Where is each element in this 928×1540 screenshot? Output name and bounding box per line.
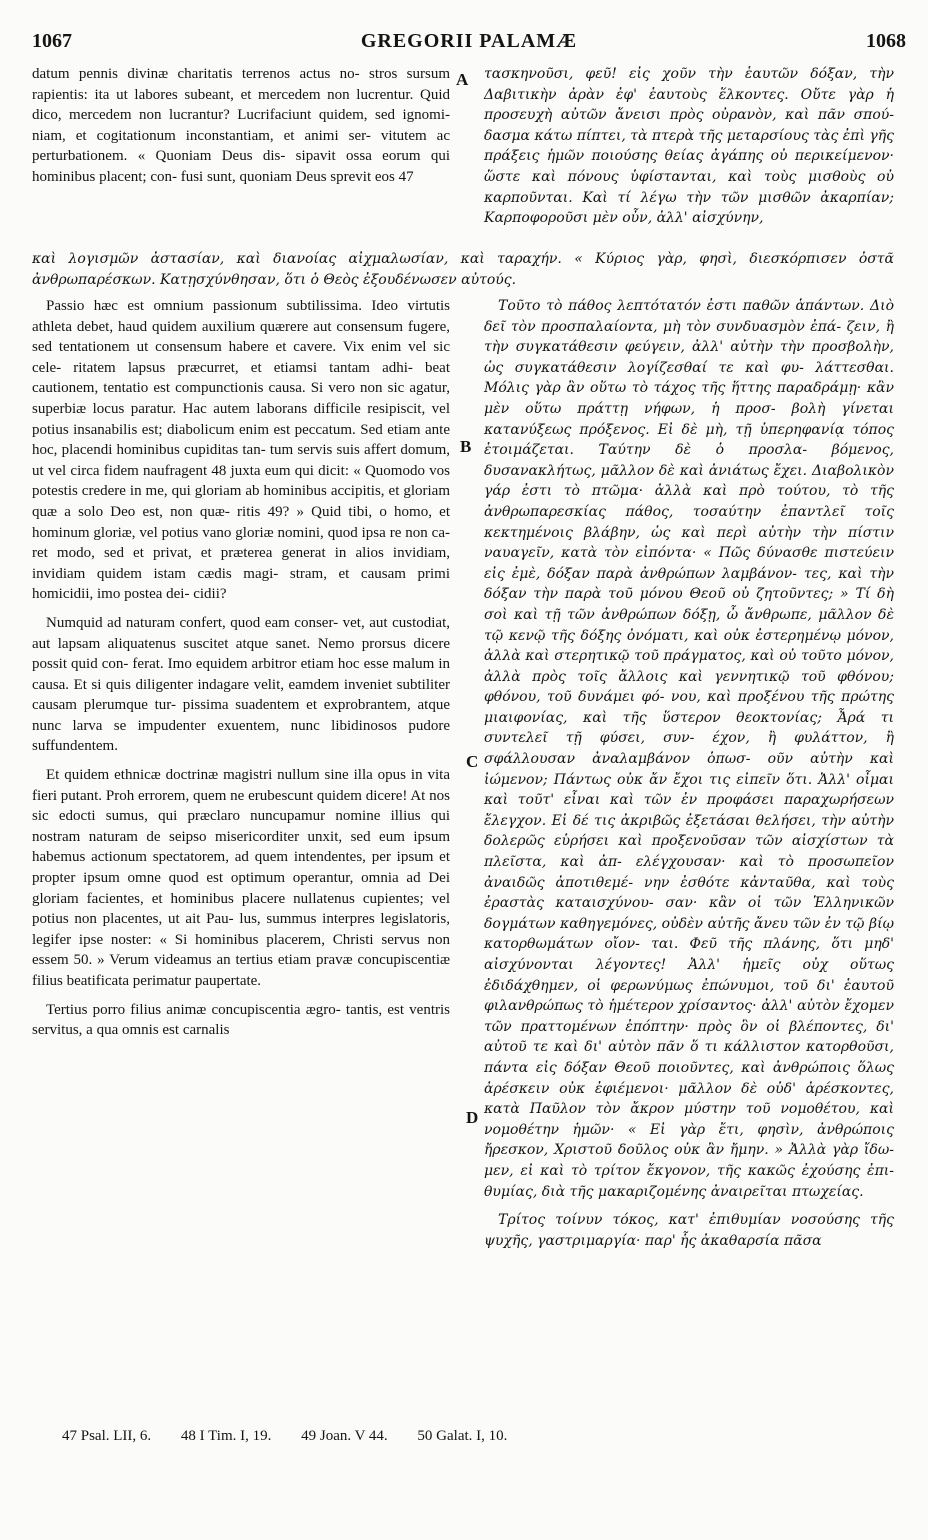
page-number-left: 1067 xyxy=(32,30,72,52)
footnote: 50 Galat. I, 10. xyxy=(417,1428,508,1444)
greek-paragraph: Τοῦτο τὸ πάθος λεπτότατόν ἐστι παθῶν ἁπάντων. Διὸ δεῖ τὸν προσπαλαίοντα, μὴ τὸν συνδυασμὸν ἐπά- ζειν, ἢ τὴν συγκατάθεσιν φεύγειν, ἀλλ' αὐτὴν τὴν προσβολὴν, ὡς συγκατάθεσιν λογίζεσθαί τε καὶ φυ- λάττεσθαι. Μόλις γὰρ ἂν οὕτω τὸ τάχος τῆς ἥττης παραδράμῃ· κἂν μὲν οὕτω πράττῃ νήφων, ἡ προσ- βολὴ γίνεται κατανύξεως πρόξενος. Εἰ δὲ μὴ, τῇ ὑπερηφανίᾳ τόπος ἑτοιμάζεται. Ταύτην δὲ ὁ προσλα- βόμενος, δυσανακλήτως, μᾶλλον δὲ καὶ ἀνιάτως ἔχει. Διαβολικὸν γάρ ἐστι τὸ πτῶμα· ἀλλὰ καὶ πρὸ τούτου, τὸ τῆς ἀνθρωπαρεσκίας πάθος, τοσαύτην ἐπαντλεῖ τοῖς κεκτημένοις βλάβην, ὡς καὶ περὶ αὐτὴν τὴν πίστιν ναυαγεῖν, κατὰ τὸν εἰπόντα· « Πῶς δύνασθε πιστεύειν εἰς ἐμὲ, δόξαν παρὰ ἀνθρώπων λαμβάνον- τες, καὶ τὴν δόξαν τὴν παρὰ τοῦ μόνου Θεοῦ οὐ ζητοῦντες; » Τί δὴ σοὶ καὶ τῇ τῶν ἀνθρώπων δόξῃ, ὦ ἄνθρωπε, μᾶλλον δὲ τῷ κενῷ τῆς δόξης ὀνόματι, καὶ οὐκ ἐστερημένῳ μόνον, ἀλλὰ καὶ στερητικῷ τοῦ πράγματος, καὶ οὐ τοῦτο μόνον, ἀλλὰ πρὸς τοῖς ἄλλοις καὶ γεννητικῷ τοῦ φθόνου; φθόνου, τοῦ δυνάμει φό- νου, καὶ προξένου τῆς πρώτης μιαιφονίας, καὶ τῆς ὕστερον θεοκτονίας; Ἆρά τι συντελεῖ τῇ φύσει, συν- έχον, ἢ φυλάττον, ἢ σφάλλουσαν ἀναλαμβάνον ὁπωσ- οῦν αὐτὴν καὶ ἰώμενον; Πάντως οὐκ ἄν ἔχοι τις εἰπεῖν ὅτι. Ἀλλ' οἶμαι καὶ τοῦτ' εἶναι καὶ τῶν ἐν προφάσει παραχωρήσεων ἔλεγχον. Εἰ δέ τις ἀκριβῶς ἐξετάσαι θελήσει, τὴν αὐτὴν δολερῶς εὑρήσει καὶ προξενοῦσαν τῶν αἰσχίστων τὰ πλεῖστα, καὶ ἀπ- ελέγχουσαν· καὶ τὸ προσωπεῖον ἀναιδῶς ἀποτιθεμέ- νην ἐσθότε κἀνταῦθα, καὶ τοὺς ἐραστὰς καταισχύνου- σαν· κἂν οἱ τῶν Ἑλληνικῶν δογμάτων καθηγεμόνες, οὐδὲν αὐτῆς ἄνευ τῶν ἐν τῷ βίῳ κατορθωμάτων οἴον- ται. Φεῦ τῆς πλάνης, ὅτι μηδ' αἰσχύνονται λέγοντες! Ἀλλ' ἡμεῖς οὐχ οὕτως ἐδιδάχθημεν, οἱ φερωνύμως ἐπώνυμοι, τοῦ δι' ἑαυτοῦ φιλανθρώπως τὸ ἡμέτερον χρίσαντος· ἀλλ' αὐτὸν ἔχομεν τῶν πραττομένων ἐπόπτην· πρὸς ὃν οἱ βλέποντες, δι' αὐτοῦ τε καὶ δι' αὐτὸν πᾶν ὅ τι κάλλιστον κατορθοῦσι, πάντα εἰς δόξαν Θεοῦ ποιοῦντες, καὶ ἀνθρώποις ὅλως ἀρέσκειν οὐκ ἐφιέμενοι· μᾶλλον δὲ οὐδ' ἀρέσκοντες, κατὰ Παῦλον τὸν ἄκρον μύστην τοῦ νομοθέτου, καὶ νομοθέτην ἡμῶν· « Εἰ γὰρ ἔτι, φησὶν, ἀνθρώποις ἤρεσκον, Χριστοῦ δοῦλος οὐκ ἂν ἤμην. » Ἀλλὰ γὰρ ἴδω- μεν, εἰ καὶ τὸ τρίτον ἔκγονον, τῆς κακῶς ἐχούσης ἐπι- θυμίας, διὰ τῆς μακαριζομένης ἀναιρεῖται πτωχείας. xyxy=(484,298,894,1200)
section-marker-c: C xyxy=(466,752,479,771)
latin-paragraph: Numquid ad naturam confert, quod eam conser- vet, aut custodiat, aut lapsam aliquatenus suscitet atque sanet. Nemo prorsus dicere possit quid con- ferat. Imo equidem arbitror etiam hoc esse malum in causa. Et si quis diligenter indagare velit, eamdem inveniet subtiliter causam plerumque tur- pissima suadentem et exprobrantem, atque nunc larva se impudenter exuentem, nunc libidinosos pudore suffundentem. xyxy=(32,614,450,755)
page-number-right: 1068 xyxy=(866,30,906,52)
latin-paragraph: Passio hæc est omnium passionum subtilissima. Ideo virtutis athleta debet, haud quidem auxilium quærere aut consensum fugere, sed tentationem ut consensum habere et cavere. Vix enim vel sic cele- ritatem lapsus præcurret, et etiamsi tantam adhi- beat cautionem, tentatio est compunctionis causa. Si vero non sic agatur, superbiæ locus paratur. Hac autem laborans difficile resipiscit, vel potius insanabilis est; diabolicum enim est peccatum. Sed etiam ante hoc, placendi hominibus cupiditas tan- tum servis suis affert domum, ut vel circa fidem naufragent 48 juxta eum qui dicit: « Quomodo vos potestis credere in me, qui gloriam ab hominibus accipitis, et gloriam quæ a solo Deo est, non quæ- ritis 49? » Quid tibi, o homo, et hominum gloriæ, vel potius vano gloriæ nomini, quod ipsa re non ca- ret modo, sed et privat, et præterea generat in alios invidiam, invidiam quidem istam cædis magi- stram, et causam primi homicidii, imo postea dei- cidii? xyxy=(32,298,450,603)
greek-text-top: τασκηνοῦσι, φεῦ! εἰς χοῦν τὴν ἑαυτῶν δόξαν, τὴν Δαβιτικὴν ἀρὰν ἐφ' ἑαυτοὺς ἕλκοντες. Οὔτε γὰρ ἡ προσευχὴ αὐτῶν ἄνεισι πρὸς οὐρανὸν, καὶ πᾶν σπού- δασμα κάτω πίπτει, τὰ πτερὰ τῆς μεταρσίους τὰς ἐπὶ γῆς πράξεις ἡμῶν ποιούσης θείας ἀγάπης οὐ περικείμενον· ὥστε καὶ πόνους ὑφίστανται, καὶ τοὺς μισθοὺς οὐ καρποῦνται. Καὶ τί λέγω τὴν τῶν μισθῶν ἀκαρπίαν; Καρποφοροῦσι μὲν οὖν, ἀλλ' αἰσχύνην, xyxy=(484,66,894,227)
section-marker-a: A xyxy=(456,70,469,89)
footnote: 49 Joan. V 44. xyxy=(301,1428,388,1444)
section-marker-b: B xyxy=(460,437,472,456)
latin-column-top xyxy=(32,64,450,188)
footnote: 48 I Tim. I, 19. xyxy=(180,1428,272,1444)
running-title: GREGORII PALAMÆ xyxy=(360,30,578,52)
page-header xyxy=(32,30,906,60)
section-marker-d: D xyxy=(466,1108,479,1127)
latin-paragraph: Tertius porro filius animæ concupiscentia ægro- tantis, est ventris servitus, a qua omnis est carnalis xyxy=(32,1001,450,1039)
latin-column xyxy=(32,296,450,1041)
latin-text-top: datum pennis divinæ charitatis terrenos actus no- stros sursum rapientis: ita ut labores subeant, et mercedem non lucrentur. Quid dico, mercedem non lucrantur? Lucrifaciunt quidem, sed ignomi- niam, et cogitationum inconstantiam, et animi ser- vitutem ac perturbationem. « Quoniam Deus dis- sipavit ossa eorum qui hominibus placent; con- fusi sunt, quoniam Deus sprevit eos 47 xyxy=(32,66,450,185)
footnotes xyxy=(62,1428,888,1445)
latin-paragraph: Et quidem ethnicæ doctrinæ magistri nullum sine illa opus in vita fieri putant. Proh errorem, quem ne erubescunt quidem dicere! At nos sic edocti sumus, qui præclaro nuncupamur nomine illius qui nostram naturam de seipso misericorditer unxit, sed eum ipsum habemus actionum spectatorem, ad quem intendentes, per ipsum et propter ipsum omne quod est optimum operantur, omnia ad Dei gloriam facientes, et hominibus placere nullatenus cupientes; vel potius non placentes, ut ait Pau- lus, summus interpres legislatoris, legifer ipse noster: « Si hominibus placerem, Christi servus non essem 50. » Verum videamus an tertius etiam pravæ concupiscentiæ filius beatificata perimatur paupertate. xyxy=(32,767,450,989)
greek-column xyxy=(484,296,894,1251)
greek-paragraph: Τρίτος τοίνυν τόκος, κατ' ἐπιθυμίαν νοσούσης τῆς ψυχῆς, γαστριμαργία· παρ' ἧς ἀκαθαρσία πᾶσα xyxy=(484,1212,894,1249)
footnote: 47 Psal. LII, 6. xyxy=(62,1428,152,1444)
greek-wide-line: καὶ λογισμῶν ἀστασίαν, καὶ διανοίας αἰχμαλωσίαν, καὶ ταραχήν. « Κύριος γὰρ, φησὶ, διεσκόρπισεν ὀστᾶ ἀνθρωπαρέσκων. Κατῃσχύνθησαν, ὅτι ὁ Θεὸς ἐξουδένωσεν αὐτούς. xyxy=(32,251,894,288)
greek-column-top xyxy=(484,64,894,229)
